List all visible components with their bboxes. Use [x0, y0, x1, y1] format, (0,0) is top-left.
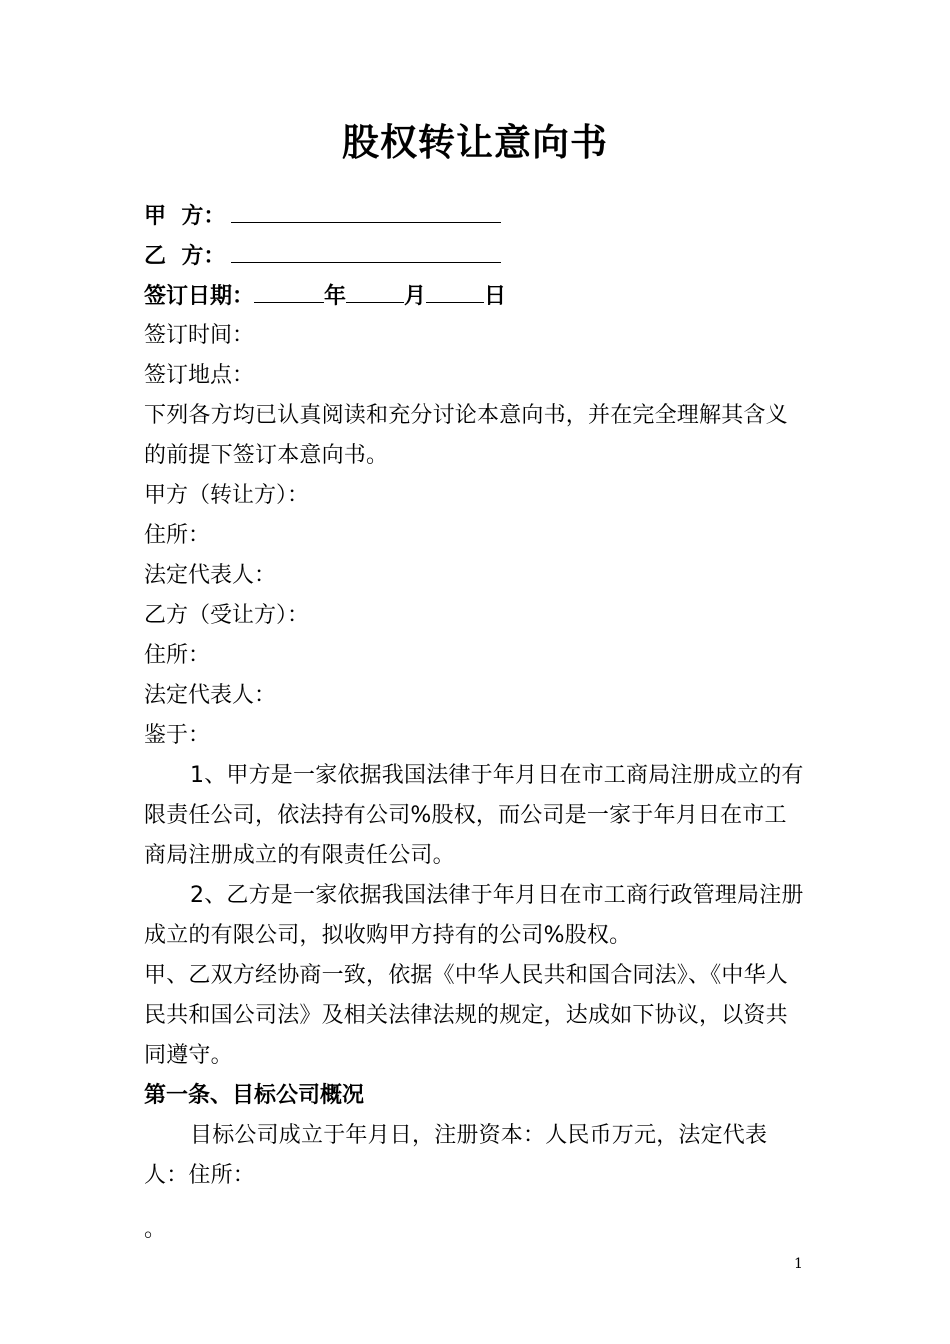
party-b-address: 住所： — [144, 643, 211, 668]
party-b-heading: 乙方（受让方）： — [144, 603, 310, 628]
party-b-label: 乙 方： — [144, 244, 226, 269]
document-title: 股权转让意向书 — [342, 121, 608, 164]
agreement-paragraph: 甲、乙双方经协商一致，依据《中华人民共和国合同法》、《中华人民共和国公司法》及相关法律法规的规定，达成如下协议，以资共同遵守。 — [144, 963, 789, 1068]
party-a-legal-rep: 法定代表人： — [144, 563, 277, 588]
party-a-heading: 甲方（转让方）： — [144, 483, 310, 508]
party-b-blank — [231, 236, 501, 263]
article-1-body: 目标公司成立于年月日，注册资本：人民币万元，法定代表人：住所： — [144, 1123, 768, 1188]
spacer — [144, 1196, 808, 1210]
day-char: 日 — [484, 284, 507, 309]
party-b-line — [144, 236, 808, 276]
sign-date-line — [144, 276, 808, 316]
party-a-address: 住所： — [144, 523, 211, 548]
month-char: 月 — [404, 284, 427, 309]
whereas-label: 鉴于： — [144, 723, 211, 748]
intro-paragraph: 下列各方均已认真阅读和充分讨论本意向书，并在完全理解其含义的前提下签订本意向书。 — [144, 403, 788, 468]
article-1-trailing: 。 — [144, 1217, 167, 1242]
day-blank — [426, 276, 484, 303]
sign-date-label: 签订日期： — [144, 284, 255, 309]
whereas-item-2: 2、乙方是一家依据我国法律于年月日在市工商行政管理局注册成立的有限公司，拟收购甲方持有的公司%股权。 — [144, 883, 804, 948]
sign-time: 签订时间： — [144, 323, 255, 348]
month-blank — [346, 276, 404, 303]
year-blank — [254, 276, 324, 303]
sign-place: 签订地点： — [144, 363, 255, 388]
document-body — [144, 196, 808, 1250]
whereas-item-1: 1、甲方是一家依据我国法律于年月日在市工商局注册成立的有限责任公司，依法持有公司%股权，而公司是一家于年月日在市工商局注册成立的有限责任公司。 — [144, 763, 804, 868]
party-b-legal-rep: 法定代表人： — [144, 683, 277, 708]
party-a-blank — [231, 196, 501, 223]
article-1-title: 第一条、目标公司概况 — [144, 1083, 365, 1108]
party-a-line — [144, 196, 808, 236]
year-char: 年 — [324, 284, 347, 309]
party-a-label: 甲 方： — [144, 204, 226, 229]
page-number: 1 — [794, 1256, 803, 1272]
